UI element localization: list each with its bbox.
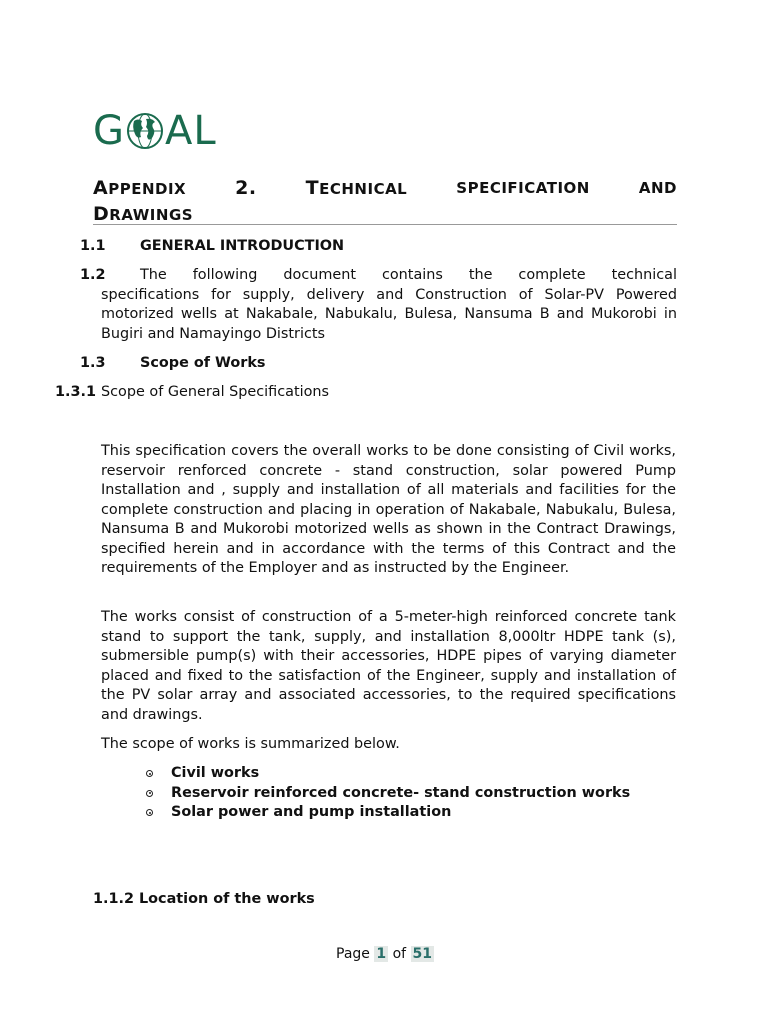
logo-text-g: G [93,108,125,154]
bullet-icon [146,770,153,777]
section-1-2-number: 1.2 [80,267,106,283]
current-page-number: 1 [376,946,387,962]
scope-bullet-list [144,764,684,823]
list-item: Civil works [144,764,684,784]
list-item: Solar power and pump installation [144,803,684,823]
paragraph-specification-overview: This specification covers the overall works to be done consisting of Civil works, reservoir renforced concrete - stand construction, solar powered Pump Installation and , supply and installation of all materials and facilities for the complete construction and placing in operation of Nakabale, Nabukalu, Bulesa, Nansuma B and Mukorobi motorized wells as shown in the Contract Drawings, specified herein and in accordance with the terms of this Contract and the requirements of the Employer and as instructed by the Engineer. [101,443,676,576]
total-page-count: 51 [412,946,432,962]
footer-page-word: Page [336,946,370,962]
paragraph-works-description: The works consist of construction of a 5-meter-high reinforced concrete tank stand to support the tank, supply, and installation 8,000ltr HDPE tank (s), submersible pump(s) with their accessories, HDPE pipes of varying diameter placed and fixed to the satisfaction of the Engineer, supply and installation of the PV solar array and associated accessories, to the required specifications and drawings. [101,609,676,723]
section-1-3-heading: 1.3 Scope of Works [80,355,266,371]
section-1-1-heading: 1.1 GENERAL INTRODUCTION [80,238,345,254]
page-footer [0,946,770,962]
title-word-and: AND [638,179,677,197]
location-heading: 1.1.2 Location of the works [93,891,315,907]
title-word-appendix: APPENDIX [93,177,187,199]
section-1-2-first-line: The following document contains the complete technical [140,267,677,283]
title-line2: DRAWINGS [93,203,194,225]
section-1-2-text: specifications for supply, delivery and Construction of Solar-PV Powered motorized wells at Nakabale, Nabukalu, Bulesa, Nansuma B and Mukorobi in Bugiri and Namayingo Districts [101,286,677,342]
title-divider [93,224,677,225]
list-item: Reservoir reinforced concrete- stand construction works [144,784,684,804]
page-title [93,174,677,226]
bullet-icon [146,790,153,797]
section-1-3-1-heading: 1.3.1 Scope of General Specifications [55,384,330,400]
logo-text-al: AL [165,108,217,154]
footer-of-word: of [392,946,407,962]
goal-logo [93,108,238,154]
bullet-icon [146,809,153,816]
title-word-specification: SPECIFICATION [456,179,590,197]
title-word-technical: TECHNICAL [305,177,408,199]
paragraph-scope-summary: The scope of works is summarized below. [101,736,400,752]
title-number: 2. [235,177,257,199]
section-1-2 [80,266,677,344]
globe-icon [126,112,164,150]
